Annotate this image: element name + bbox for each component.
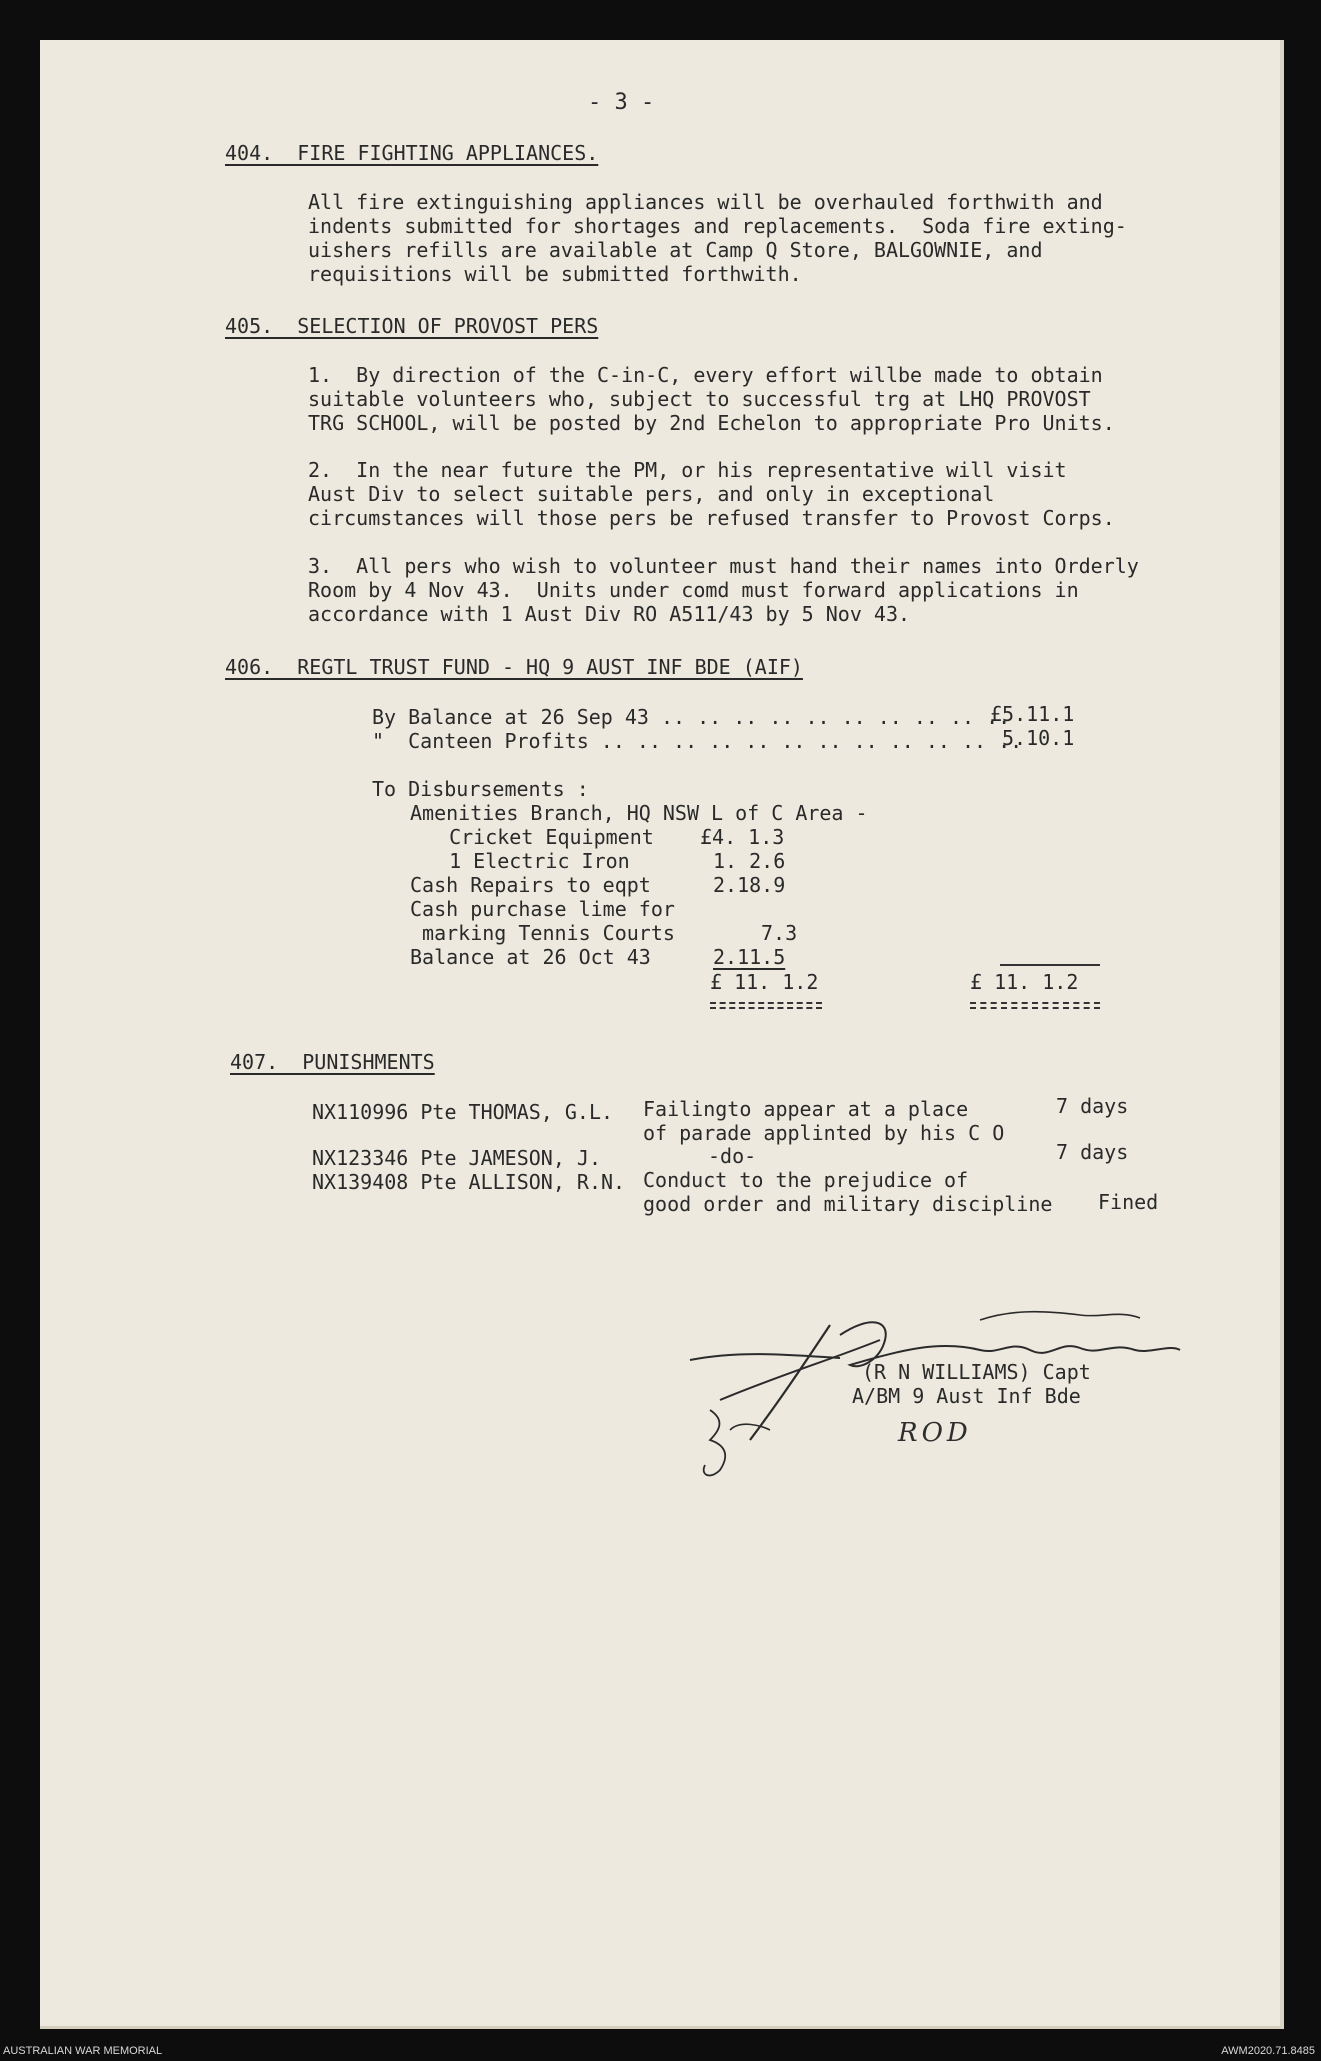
receipt-amount: £5.11.1 <box>990 702 1075 726</box>
section-406-heading: 406. REGTL TRUST FUND - HQ 9 AUST INF BDE (AIF) <box>225 655 803 679</box>
disbursement-label: marking Tennis Courts <box>410 921 675 945</box>
section-407-heading: 407. PUNISHMENTS <box>230 1050 435 1074</box>
soldier-id: NX110996 Pte THOMAS, G.L. <box>312 1100 614 1124</box>
receipt-label: " Canteen Profits .. .. .. .. .. .. .. .. .. .. .. .. <box>372 729 1023 753</box>
text-line: TRG SCHOOL, will be posted by 2nd Echelon to appropriate Pro Units. <box>308 411 1115 435</box>
text-line: requisitions will be submitted forthwith. <box>308 262 802 286</box>
signatory-title: A/BM 9 Aust Inf Bde <box>852 1384 1081 1408</box>
text-line: suitable volunteers who, subject to successful trg at LHQ PROVOST <box>308 387 1091 411</box>
disbursement-label: Cash purchase lime for <box>410 897 675 921</box>
subtotal-rule <box>1000 964 1100 966</box>
disbursement-label: Cricket Equipment <box>425 825 654 849</box>
double-rule-left <box>710 1002 822 1009</box>
disbursement-amount: 1. 2.6 <box>713 849 786 873</box>
award: Fined <box>1098 1190 1159 1214</box>
disbursement-label: Amenities Branch, HQ NSW L of C Area - <box>410 801 868 825</box>
text-line: indents submitted for shortages and replacements. Soda fire exting- <box>308 214 1127 238</box>
total-right: £ 11. 1.2 <box>970 970 1079 994</box>
award: 7 days <box>1056 1140 1129 1164</box>
disbursement-amount: 2.11.5 <box>713 945 786 969</box>
offence: good order and military discipline <box>643 1192 1053 1216</box>
offence: of parade applinted by his C O <box>643 1121 1005 1145</box>
footer-right: AWM2020.71.8485 <box>1221 2045 1315 2057</box>
page-number: - 3 - <box>588 90 655 115</box>
text-line: All fire extinguishing appliances will be overhauled forthwith and <box>308 190 1103 214</box>
handwritten-initials: ROD <box>898 1418 972 1448</box>
text-line: accordance with 1 Aust Div RO A511/43 by 5 Nov 43. <box>308 602 911 626</box>
offence: -do- <box>708 1144 757 1168</box>
text-line: 1. By direction of the C-in-C, every effort willbe made to obtain <box>308 363 1103 387</box>
offence: Failingto appear at a place <box>643 1097 969 1121</box>
section-405-heading: 405. SELECTION OF PROVOST PERS <box>225 314 599 338</box>
soldier-id: NX139408 Pte ALLISON, R.N. <box>312 1170 626 1194</box>
text-line: Room by 4 Nov 43. Units under comd must forward applications in <box>308 578 1079 602</box>
text-line: 3. All pers who wish to volunteer must hand their names into Orderly <box>308 554 1139 578</box>
offence: Conduct to the prejudice of <box>643 1168 969 1192</box>
double-rule-right <box>970 1002 1100 1009</box>
receipt-amount: 5.10.1 <box>1002 726 1075 750</box>
text-line: Aust Div to select suitable pers, and only in exceptional <box>308 482 995 506</box>
receipt-label: By Balance at 26 Sep 43 .. .. .. .. .. .. .. .. .. .. <box>372 705 1011 729</box>
footer-left: AUSTRALIAN WAR MEMORIAL <box>3 2045 163 2057</box>
text-line: 2. In the near future the PM, or his representative will visit <box>308 458 1067 482</box>
text-line: uishers refills are available at Camp Q Store, BALGOWNIE, and <box>308 238 1043 262</box>
disbursement-amount: 7.3 <box>761 921 798 945</box>
disbursement-amount: 2.18.9 <box>713 873 786 897</box>
disbursement-label: Cash Repairs to eqpt <box>410 873 651 897</box>
disbursements-title: To Disbursements : <box>372 777 589 801</box>
soldier-id: NX123346 Pte JAMESON, J. <box>312 1146 601 1170</box>
signatory-name: (R N WILLIAMS) Capt <box>862 1360 1091 1384</box>
disbursement-amount: £4. 1.3 <box>700 825 785 849</box>
disbursement-label: 1 Electric Iron <box>425 849 630 873</box>
disbursement-label: Balance at 26 Oct 43 <box>410 945 651 969</box>
award: 7 days <box>1056 1094 1129 1118</box>
text-line: circumstances will those pers be refused transfer to Provost Corps. <box>308 506 1115 530</box>
total-left: £ 11. 1.2 <box>710 970 819 994</box>
section-404-heading: 404. FIRE FIGHTING APPLIANCES. <box>225 141 599 165</box>
document-sheet <box>40 40 1284 2029</box>
